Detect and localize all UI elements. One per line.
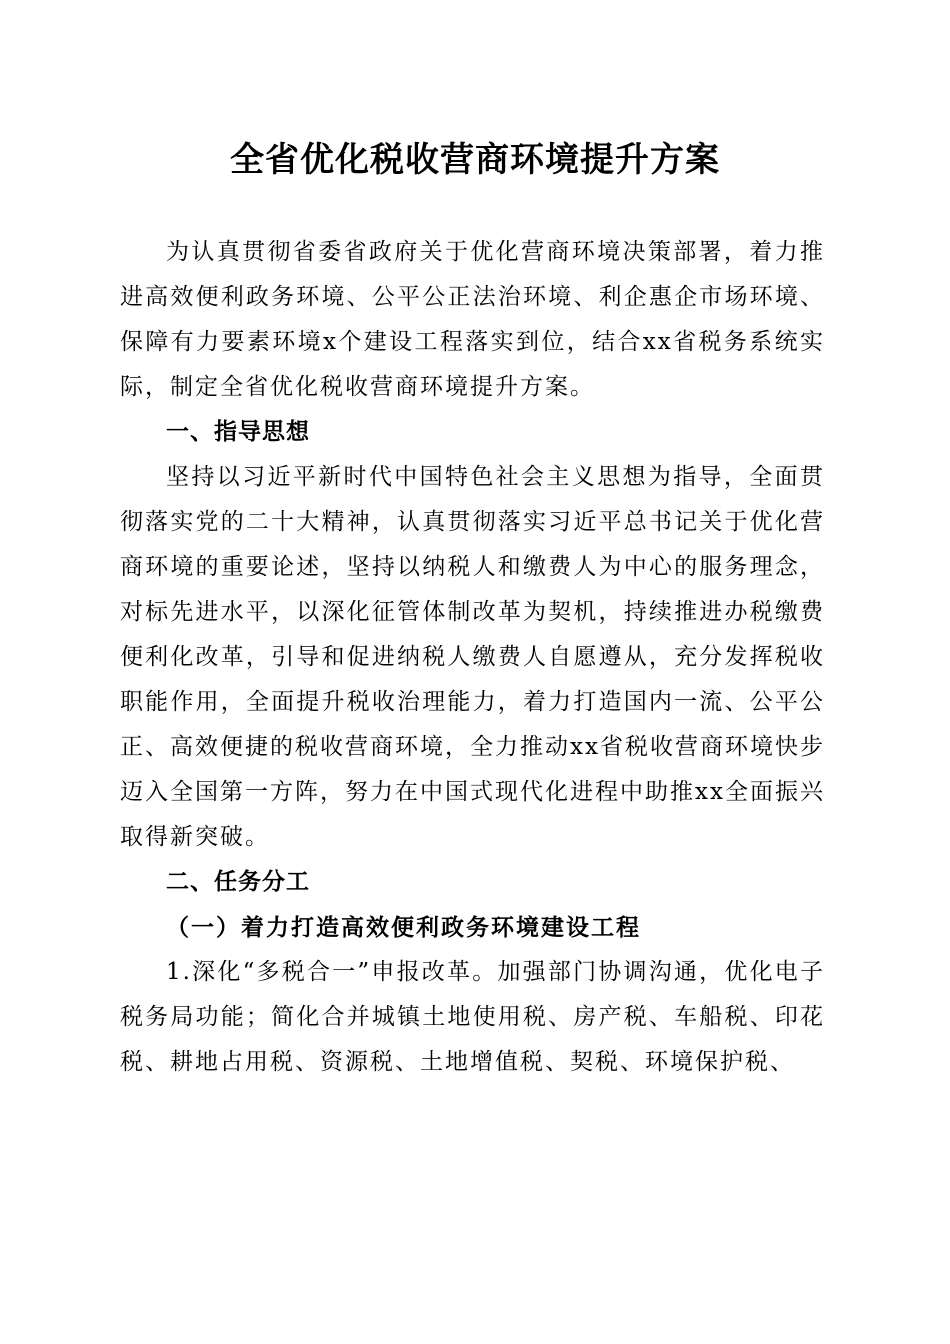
guiding-ideology-paragraph: 坚持以习近平新时代中国特色社会主义思想为指导，全面贯彻落实党的二十大精神，认真贯彻落实习近平总书记关于优化营商环境的重要论述，坚持以纳税人和缴费人为中心的服务理念，对标先进水平，以深化征管体制改革为契机，持续推进办税缴费便利化改革，引导和促进纳税人缴费人自愿遵从，充分发挥税收职能作用，全面提升税收治理能力，着力打造国内一流、公平公正、高效便捷的税收营商环境，全力推动xx省税收营商环境快步迈入全国第一方阵，努力在中国式现代化进程中助推xx全面振兴取得新突破。	[120, 464, 825, 850]
subsection-heading-government-environment: （一）着力打造高效便利政务环境建设工程	[166, 914, 641, 941]
item-1-paragraph: 1.深化“多税合一”申报改革。加强部门协调沟通，优化电子税务局功能；简化合并城镇土地使用税、房产税、车船税、印花税、耕地占用税、资源税、土地增值税、契税、环境保护税、	[120, 959, 825, 1075]
section-heading-guiding-ideology: 一、指导思想	[166, 419, 310, 445]
intro-paragraph: 为认真贯彻省委省政府关于优化营商环境决策部署，着力推进高效便利政务环境、公平公正法治环境、利企惠企市场环境、保障有力要素环境x个建设工程落实到位，结合xx省税务系统实际，制定全省优化税收营商环境提升方案。	[120, 239, 825, 400]
document-body	[120, 230, 825, 1085]
section-heading-task-division: 二、任务分工	[166, 869, 310, 895]
document-title: 全省优化税收营商环境提升方案	[230, 140, 720, 180]
